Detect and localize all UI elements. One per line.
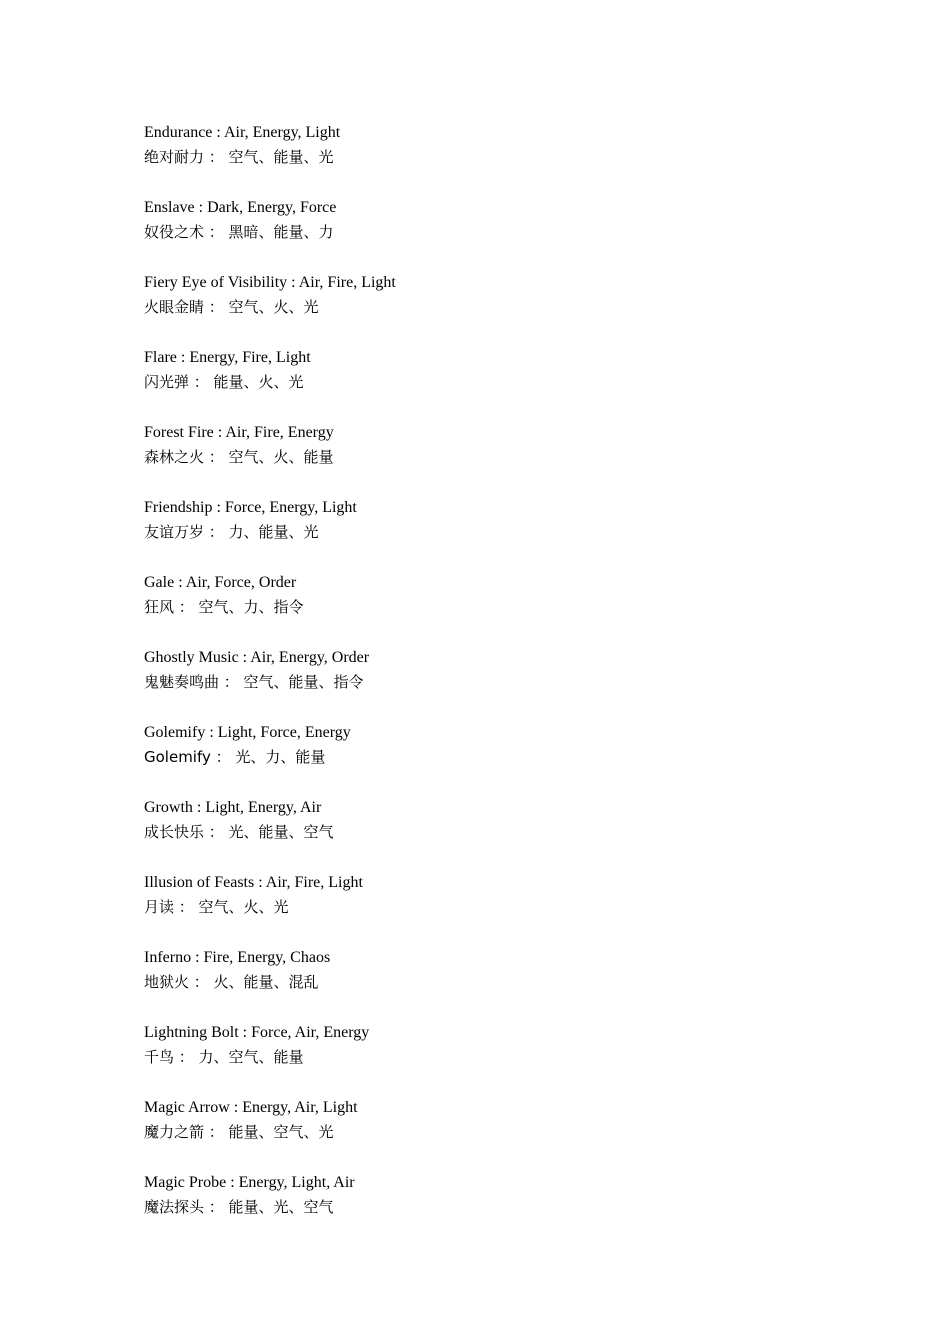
spell-english: Golemify : Light, Force, Energy [144, 724, 351, 741]
spell-chinese: 月读 ： 空气、火、光 [144, 898, 289, 916]
spell-chinese: 地狱火 ： 火、能量、混乱 [144, 973, 319, 991]
spell-chinese: 森林之火 ： 空气、火、能量 [144, 448, 334, 466]
spell-chinese: 友谊万岁 ： 力、能量、光 [144, 523, 319, 541]
spell-english: Illusion of Feasts : Air, Fire, Light [144, 874, 363, 891]
spell-entry [144, 1171, 844, 1246]
spell-english: Forest Fire : Air, Fire, Energy [144, 424, 334, 441]
spell-english: Endurance : Air, Energy, Light [144, 124, 341, 141]
spell-chinese: 狂风 ： 空气、力、指令 [144, 598, 304, 616]
spell-entry [144, 571, 844, 646]
spell-entry [144, 421, 844, 496]
spell-english: Inferno : Fire, Energy, Chaos [144, 949, 331, 966]
spell-english: Gale : Air, Force, Order [144, 574, 297, 591]
spell-english: Friendship : Force, Energy, Light [144, 499, 357, 516]
spell-entry [144, 721, 844, 796]
spell-english: Magic Arrow : Energy, Air, Light [144, 1099, 358, 1116]
spell-english: Lightning Bolt : Force, Air, Energy [144, 1024, 370, 1041]
spell-english: Magic Probe : Energy, Light, Air [144, 1174, 355, 1191]
spell-entry [144, 946, 844, 1021]
spell-chinese: 奴役之术 ： 黑暗、能量、力 [144, 223, 334, 241]
spell-entry [144, 496, 844, 571]
spell-entry [144, 646, 844, 721]
spell-english: Enslave : Dark, Energy, Force [144, 199, 337, 216]
spell-entry [144, 796, 844, 871]
spell-entry [144, 271, 844, 346]
spell-english: Ghostly Music : Air, Energy, Order [144, 649, 370, 666]
spell-chinese: 闪光弹 ： 能量、火、光 [144, 373, 304, 391]
spell-entry [144, 346, 844, 421]
spell-entry [144, 871, 844, 946]
spell-entry [144, 121, 844, 196]
spell-entry [144, 1021, 844, 1096]
spell-list [144, 121, 844, 1246]
spell-english: Flare : Energy, Fire, Light [144, 349, 311, 366]
spell-chinese: 火眼金睛 ： 空气、火、光 [144, 298, 319, 316]
spell-entry [144, 1096, 844, 1171]
spell-chinese: 绝对耐力 ： 空气、能量、光 [144, 148, 334, 166]
spell-english: Growth : Light, Energy, Air [144, 799, 322, 816]
spell-chinese: Golemify ： 光、力、能量 [144, 748, 326, 766]
spell-chinese: 鬼魅奏鸣曲 ： 空气、能量、指令 [144, 673, 364, 691]
spell-chinese: 千鸟 ： 力、空气、能量 [144, 1048, 304, 1066]
spell-english: Fiery Eye of Visibility : Air, Fire, Light [144, 274, 396, 291]
spell-chinese: 魔法探头 ： 能量、光、空气 [144, 1198, 334, 1216]
spell-chinese: 成长快乐 ： 光、能量、空气 [144, 823, 334, 841]
spell-entry [144, 196, 844, 271]
spell-chinese: 魔力之箭 ： 能量、空气、光 [144, 1123, 334, 1141]
